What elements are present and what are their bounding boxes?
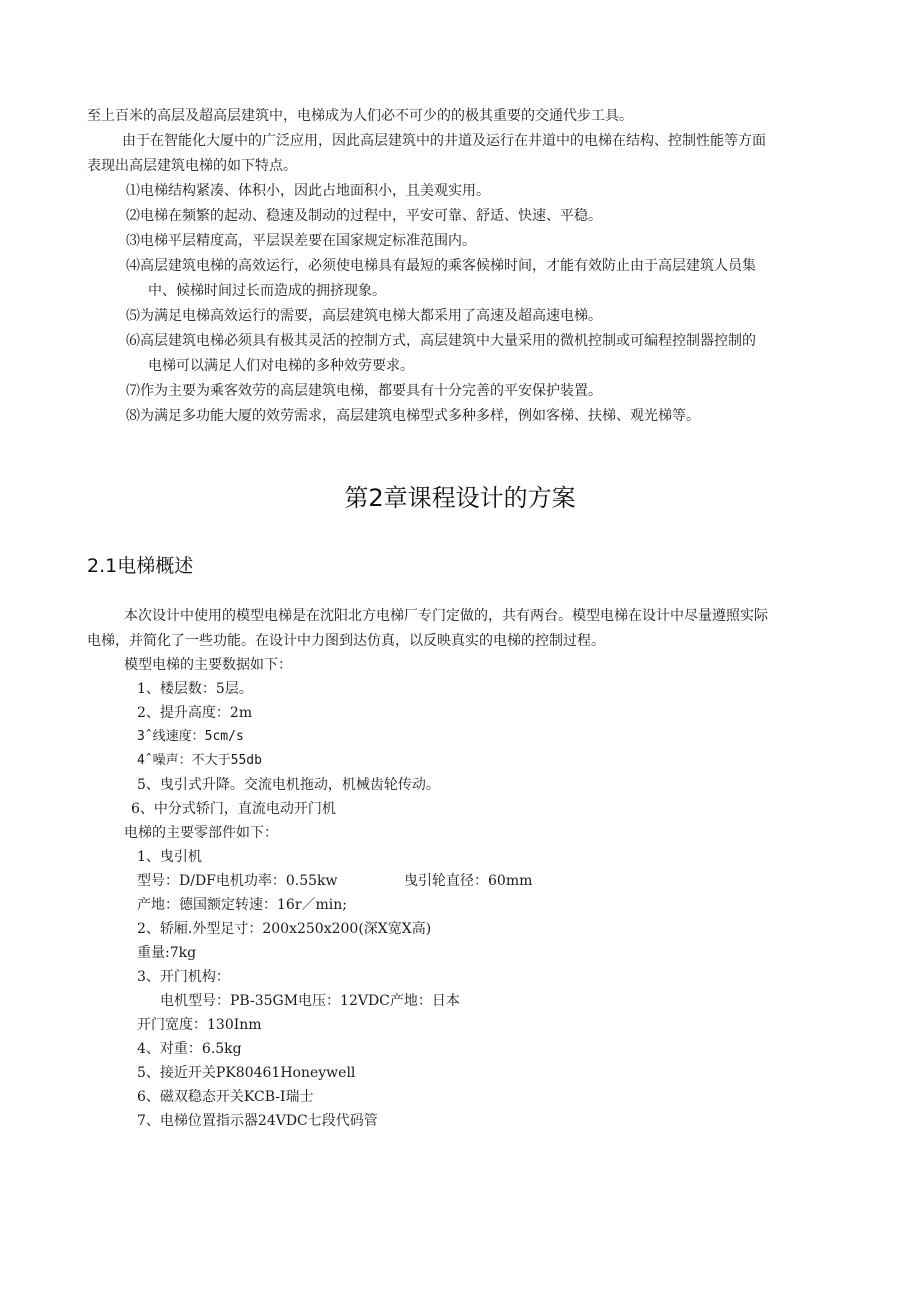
- feature-item: ⑴电梯结构紧凑、体积小，因此占地面积小，且美观实用。: [126, 183, 490, 199]
- feature-item-continuation: 中、候梯时间过长而造成的拥挤现象。: [148, 283, 386, 299]
- overview-line: 电梯，并简化了一些功能。在设计中力图到达仿真，以反映真实的电梯的控制过程。: [87, 633, 605, 649]
- parts-detail: 开门宽度：130Inm: [137, 1017, 262, 1033]
- feature-item: ⑸为满足电梯高效运行的需要，高层建筑电梯大都采用了高速及超高速电梯。: [126, 308, 602, 324]
- main-data-item: 5、曳引式升降。交流电机拖动，机械齿轮传动。: [137, 777, 440, 793]
- main-data-item: 6、中分式轿门，直流电动开门机: [131, 801, 336, 817]
- parts-detail: 曳引轮直径：60mm: [404, 873, 533, 889]
- parts-heading: 电梯的主要零部件如下：: [124, 825, 278, 841]
- intro-paragraph-line: 表现出高层建筑电梯的如下特点。: [87, 158, 297, 174]
- feature-item: ⑷高层建筑电梯的高效运行，必须使电梯具有最短的乘客候梯时间，才能有效防止由于高层建筑人员集: [126, 258, 756, 274]
- main-data-item: 4ˆ噪声：不大于55db: [137, 753, 262, 768]
- intro-line: 至上百米的高层及超高层建筑中，电梯成为人们必不可少的的极其重要的交通代步工具。: [87, 108, 633, 124]
- overview-line: 本次设计中使用的模型电梯是在沈阳北方电梯厂专门定做的，共有两台。模型电梯在设计中尽量遵照实际: [124, 608, 768, 624]
- feature-item-continuation: 电梯可以满足人们对电梯的多种效劳要求。: [148, 358, 414, 374]
- feature-item: ⑹高层建筑电梯必须具有极其灵活的控制方式，高层建筑中大量采用的微机控制或可编程控制器控制的: [126, 333, 756, 349]
- main-data-heading: 模型电梯的主要数据如下：: [124, 657, 292, 673]
- parts-item: 2、轿厢.外型足寸：200x250x200(深X宽X高): [137, 921, 432, 937]
- feature-item: ⑵电梯在频繁的起动、稳速及制动的过程中，平安可靠、舒适、快速、平稳。: [126, 208, 602, 224]
- feature-item: ⑺作为主要为乘客效劳的高层建筑电梯，都要具有十分完善的平安保护装置。: [126, 383, 602, 399]
- feature-item: ⑶电梯平层精度高，平层误差要在国家规定标准范围内。: [126, 233, 476, 249]
- section-title: 2.1电梯概述: [87, 555, 194, 577]
- parts-detail: 产地：德国额定转速：16r／min;: [137, 897, 347, 913]
- chapter-title: 第2章课程设计的方案: [344, 484, 576, 512]
- parts-item: 5、接近开关PK80461Honeywell: [137, 1065, 356, 1081]
- parts-detail: 重量:7kg: [137, 945, 197, 961]
- main-data-item: 1、楼层数：5层。: [137, 681, 253, 697]
- parts-item: 7、电梯位置指示器24VDC七段代码管: [137, 1113, 378, 1129]
- parts-item: 3、开门机构：: [137, 969, 230, 985]
- main-data-item: 3ˆ线速度：5cm/s: [137, 729, 244, 744]
- feature-item: ⑻为满足多功能大厦的效劳需求，高层建筑电梯型式多种多样，例如客梯、扶梯、观光梯等。: [126, 408, 700, 424]
- parts-detail: 型号：D/DF电机功率：0.55kw: [137, 873, 338, 889]
- intro-paragraph-line: 由于在智能化大厦中的广泛应用，因此高层建筑中的井道及运行在井道中的电梯在结构、控制性能等方面: [122, 133, 766, 149]
- parts-item: 4、对重：6.5kg: [137, 1041, 242, 1057]
- parts-detail: 电机型号：PB-35GM电压：12VDC产地：日本: [160, 993, 460, 1009]
- main-data-item: 2、提升高度：2m: [137, 705, 253, 721]
- parts-item: 6、磁双稳态开关KCB-I瑞士: [137, 1089, 314, 1105]
- parts-item: 1、曳引机: [137, 849, 202, 865]
